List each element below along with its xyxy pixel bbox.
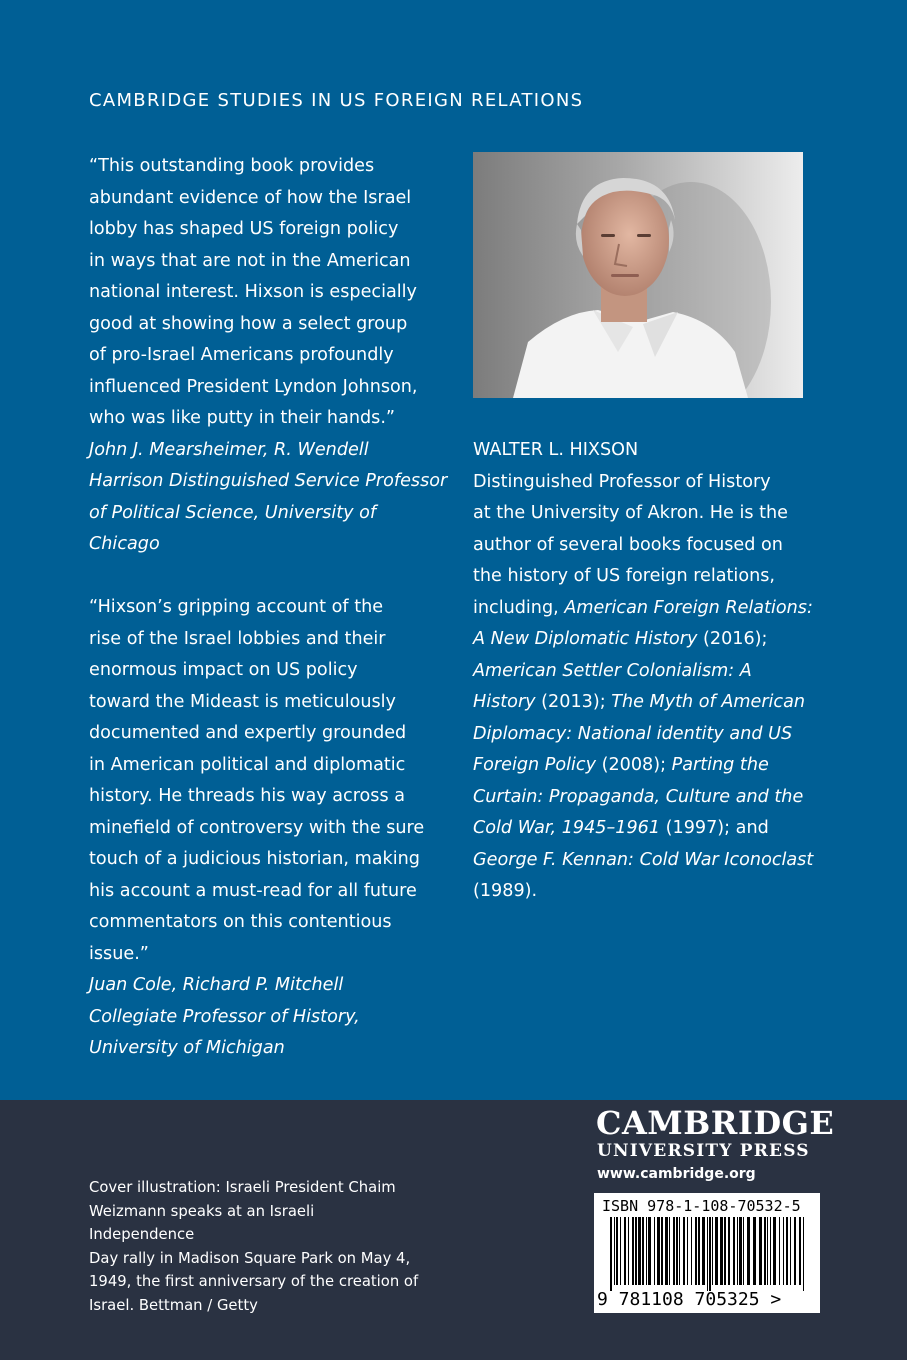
book-title: A New Diplomatic History xyxy=(473,629,698,649)
author-name: WALTER L. HIXSON xyxy=(473,440,639,460)
bio-line xyxy=(473,876,833,908)
quote-line: commentators on this contentious xyxy=(89,912,392,932)
barcode-bar xyxy=(665,1217,668,1285)
barcode-bar xyxy=(707,1217,708,1291)
quote-line: lobby has shaped US foreign policy xyxy=(89,219,399,239)
barcode-bar xyxy=(683,1217,685,1285)
spacer xyxy=(89,561,449,593)
attribution-line: John J. Mearsheimer, R. Wendell xyxy=(89,439,369,460)
barcode-bar xyxy=(610,1217,612,1291)
bio-text-segment: (2016); xyxy=(697,629,768,649)
barcode-bar xyxy=(739,1217,742,1285)
bio-line xyxy=(473,845,833,877)
caption-line: Cover illustration: Israeli President Chaim xyxy=(89,1179,396,1196)
barcode-bar xyxy=(737,1217,738,1285)
barcode-bar xyxy=(702,1217,705,1285)
barcode-bar xyxy=(770,1217,771,1285)
bio-line xyxy=(473,561,833,593)
quote-line: “Hixson’s gripping account of the xyxy=(89,597,384,617)
barcode-bar xyxy=(620,1217,621,1285)
barcode-bar xyxy=(733,1217,735,1285)
barcode-bar xyxy=(679,1217,680,1285)
barcode-bar xyxy=(743,1217,744,1285)
barcode-bar xyxy=(753,1217,756,1285)
isbn-digits: 9 781108 705325 > xyxy=(597,1289,782,1310)
quote-line: history. He threads his way across a xyxy=(89,786,406,806)
quote-line: his account a must-read for all future xyxy=(89,880,417,901)
barcode-bar xyxy=(773,1217,776,1285)
attribution-line: Harrison Distinguished Service Professor xyxy=(89,471,448,491)
bio-text-segment: the history of US foreign relations, xyxy=(473,566,775,586)
book-title: Cold War, 1945–1961 xyxy=(473,818,661,838)
caption-line: Weizmann speaks at an Israeli Independence xyxy=(89,1202,315,1243)
barcode-bar xyxy=(676,1217,678,1285)
bio-text-segment: (1989). xyxy=(473,881,538,901)
series-title: CAMBRIDGE STUDIES IN US FOREIGN RELATIONS xyxy=(89,90,584,111)
book-title: Diplomacy: National identity and US xyxy=(473,723,793,744)
quote-line: in ways that are not in the American xyxy=(89,250,411,271)
quote-line: issue.” xyxy=(89,943,149,964)
barcode-bar xyxy=(794,1217,796,1285)
author-bio xyxy=(473,435,833,908)
barcode-bar xyxy=(720,1217,723,1285)
barcode-bar xyxy=(759,1217,762,1285)
barcode-bar xyxy=(642,1217,644,1285)
barcode-bar xyxy=(803,1217,804,1291)
bio-line xyxy=(473,467,833,499)
barcode-bar xyxy=(669,1217,670,1285)
quote-line: documented and expertly grounded xyxy=(89,723,407,743)
barcode-bar xyxy=(624,1217,626,1285)
barcode-bar xyxy=(747,1217,750,1285)
publisher-logo-name: CAMBRIDGE xyxy=(596,1104,835,1142)
barcode-bar xyxy=(646,1217,647,1285)
book-title: Curtain: Propaganda, Culture and the xyxy=(473,786,804,807)
quote-line: good at showing how a select group xyxy=(89,313,408,334)
barcode-bar xyxy=(790,1217,791,1285)
book-title: George F. Kennan: Cold War Iconoclast xyxy=(473,849,814,870)
barcode-bar xyxy=(638,1217,641,1285)
barcode-bar xyxy=(657,1217,660,1285)
barcode-bar xyxy=(799,1217,801,1285)
bio-line xyxy=(473,593,833,625)
barcode-bar xyxy=(661,1217,663,1285)
bio-text-segment: author of several books focused on xyxy=(473,534,783,555)
barcode-bar xyxy=(635,1217,637,1285)
quote-line: minefield of controversy with the sure xyxy=(89,817,425,838)
bio-text-segment: (2013); xyxy=(535,692,612,712)
barcode-bar xyxy=(654,1217,655,1285)
book-title: Parting the xyxy=(671,755,769,775)
bio-line xyxy=(473,813,833,845)
quote-line: enormous impact on US policy xyxy=(89,660,358,680)
caption-line: Day rally in Madison Square Park on May 4, xyxy=(89,1249,411,1267)
barcode-bar xyxy=(783,1217,784,1285)
quote-line: abundant evidence of how the Israel xyxy=(89,187,412,208)
bio-line xyxy=(473,530,833,562)
book-title: American Foreign Relations: xyxy=(564,597,813,618)
barcode-bar xyxy=(728,1217,730,1285)
quote-line: in American political and diplomatic xyxy=(89,754,406,775)
barcode-bar xyxy=(709,1217,711,1291)
barcode-bar xyxy=(648,1217,651,1285)
attribution-line: University of Michigan xyxy=(89,1038,285,1058)
book-title: Foreign Policy xyxy=(473,755,596,775)
bio-text-segment: at the University of Akron. He is the xyxy=(473,503,788,523)
bio-line xyxy=(473,782,833,814)
endorsement-cole xyxy=(89,592,449,1065)
quote-line: rise of the Israel lobbies and their xyxy=(89,628,386,649)
caption-line: Israel. Bettman / Getty xyxy=(89,1296,258,1314)
book-title: American Settler Colonialism: A xyxy=(473,660,752,681)
bio-text-segment: (2008); xyxy=(595,755,672,775)
bio-line xyxy=(473,687,833,719)
barcode-bar xyxy=(779,1217,780,1285)
cover-illustration-credit xyxy=(89,1176,419,1317)
barcode-bar xyxy=(695,1217,697,1285)
isbn-label: ISBN 978-1-108-70532-5 xyxy=(602,1197,801,1215)
barcode-bar xyxy=(616,1217,618,1285)
bio-text-segment: including, xyxy=(473,597,565,618)
publisher-url: www.cambridge.org xyxy=(597,1166,756,1182)
attribution-line: of Political Science, University of Chicago xyxy=(89,502,377,554)
barcode-bar xyxy=(767,1217,768,1285)
barcode-bar xyxy=(628,1217,629,1285)
bio-line xyxy=(473,719,833,751)
endorsements xyxy=(89,151,449,1065)
barcode-bar xyxy=(698,1217,700,1285)
attribution-line: Collegiate Professor of History, xyxy=(89,1006,360,1027)
book-title: The Myth of American xyxy=(611,692,806,712)
quote-line: who was like putty in their hands.” xyxy=(89,408,396,428)
quote-line: national interest. Hixson is especially xyxy=(89,282,417,302)
quote-line: touch of a judicious historian, making xyxy=(89,849,420,869)
barcode-bar xyxy=(715,1217,718,1285)
bio-line xyxy=(473,750,833,782)
barcode-bar xyxy=(712,1217,713,1285)
attribution-line: Juan Cole, Richard P. Mitchell xyxy=(89,975,344,995)
barcode-bar xyxy=(764,1217,766,1285)
barcode-bar xyxy=(724,1217,726,1285)
barcode-bar xyxy=(614,1217,615,1285)
barcode-bar xyxy=(691,1217,692,1285)
bio-text xyxy=(473,467,833,908)
quote-line: “This outstanding book provides xyxy=(89,156,375,176)
isbn-barcode xyxy=(594,1193,820,1313)
publisher-logo-sub: UNIVERSITY PRESS xyxy=(597,1141,810,1161)
bio-text-segment: Distinguished Professor of History xyxy=(473,471,771,492)
quote-line: toward the Mideast is meticulously xyxy=(89,691,396,712)
author-photo xyxy=(473,152,803,398)
endorsement-mearsheimer xyxy=(89,151,449,561)
barcode-bar xyxy=(632,1217,634,1285)
quote-line: influenced President Lyndon Johnson, xyxy=(89,376,418,397)
barcode-bar xyxy=(687,1217,688,1285)
barcode-bar xyxy=(786,1217,788,1285)
quote-line: of pro-Israel Americans profoundly xyxy=(89,345,394,365)
book-title: History xyxy=(473,692,536,712)
bio-line xyxy=(473,656,833,688)
caption-line: 1949, the first anniversary of the creation of xyxy=(89,1273,419,1290)
barcode-bar xyxy=(673,1217,675,1285)
bio-line xyxy=(473,624,833,656)
bio-text-segment: (1997); and xyxy=(660,818,769,838)
bio-line xyxy=(473,498,833,530)
